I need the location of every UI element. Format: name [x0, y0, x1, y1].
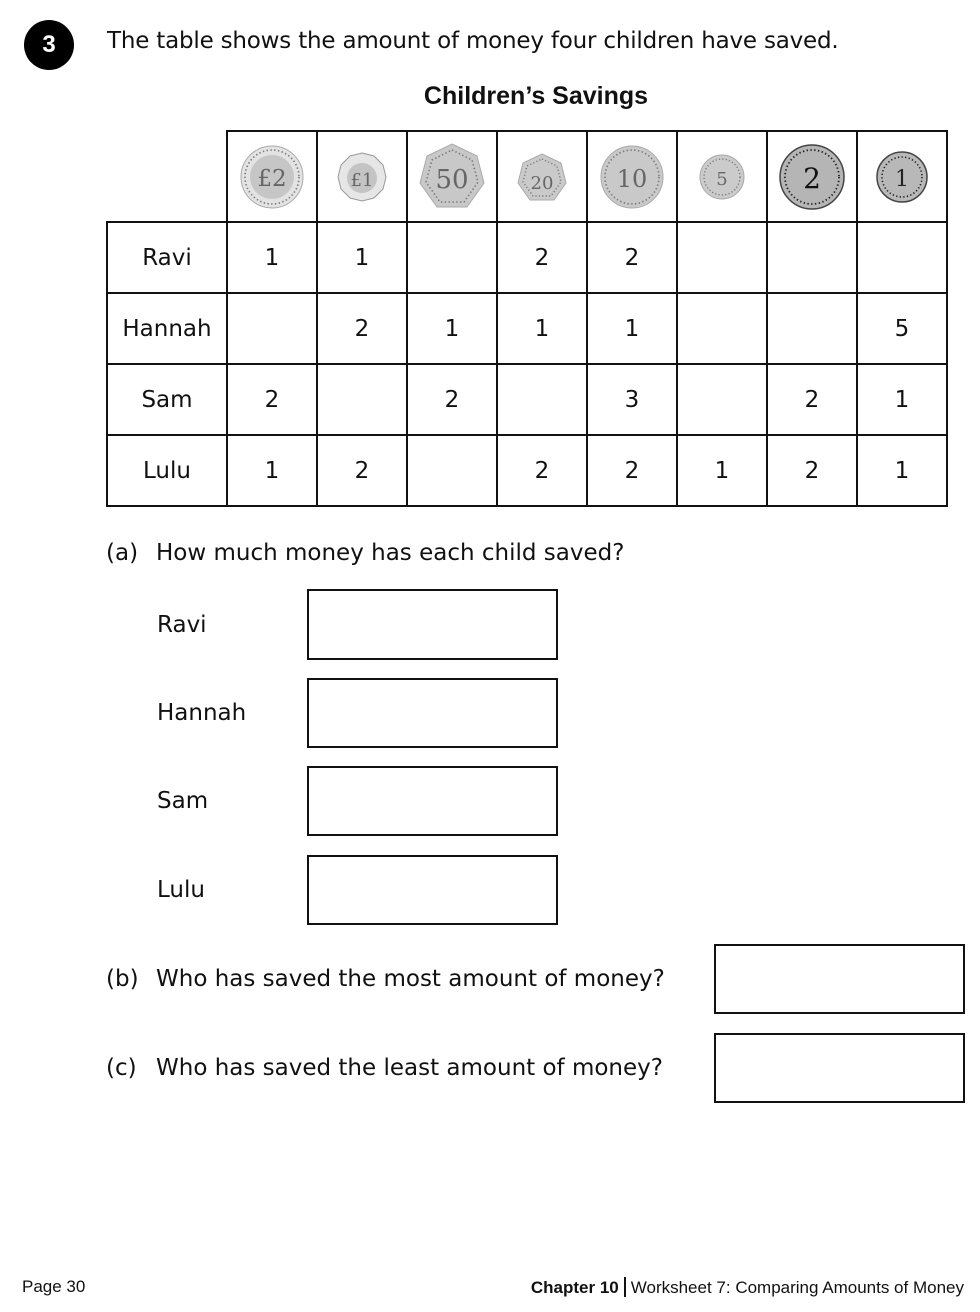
count-cell [857, 222, 947, 293]
coin-face-text: 5 [716, 168, 728, 190]
count-cell: 1 [227, 222, 317, 293]
coin-header-cell [587, 131, 677, 222]
count-cell [677, 364, 767, 435]
count-cell: 2 [407, 364, 497, 435]
coin-header-cell [497, 131, 587, 222]
count-cell: 2 [497, 222, 587, 293]
count-cell: 2 [317, 293, 407, 364]
table-row [107, 222, 947, 293]
fifty-pence-coin-icon [416, 141, 488, 213]
two-pound-coin-icon [239, 144, 305, 210]
question-number-badge: 3 [24, 20, 74, 70]
part-text: Who has saved the most amount of money? [156, 966, 665, 992]
answer-box-hannah[interactable] [307, 678, 558, 748]
count-cell [317, 364, 407, 435]
coin-face-text: £2 [257, 165, 287, 192]
table-row [107, 364, 947, 435]
part-text: Who has saved the least amount of money? [156, 1055, 663, 1081]
coin-face-text: 2 [803, 161, 821, 195]
coin-header-row [107, 131, 947, 222]
count-cell: 2 [317, 435, 407, 506]
answer-label-lulu: Lulu [157, 877, 205, 903]
count-cell [407, 222, 497, 293]
coin-header-cell [677, 131, 767, 222]
child-name-cell: Hannah [107, 293, 227, 364]
part-text: How much money has each child saved? [156, 540, 625, 566]
part-label: (a) [106, 540, 139, 566]
savings-table [106, 130, 948, 507]
count-cell [677, 222, 767, 293]
table-row [107, 293, 947, 364]
coin-face-text: 20 [530, 172, 554, 194]
count-cell: 2 [587, 435, 677, 506]
answer-box-most[interactable] [714, 944, 965, 1014]
footer-title [531, 1277, 964, 1298]
twenty-pence-coin-icon [514, 149, 570, 205]
answer-box-ravi[interactable] [307, 589, 558, 660]
count-cell: 2 [767, 364, 857, 435]
count-cell [677, 293, 767, 364]
table-title: Children’s Savings [423, 82, 649, 110]
coin-face-text: 10 [616, 164, 648, 193]
coin-face-text: £1 [350, 169, 374, 191]
two-pence-coin-icon [778, 143, 846, 211]
count-cell: 1 [587, 293, 677, 364]
part-label: (c) [106, 1055, 137, 1081]
coin-face-text: 1 [895, 166, 909, 192]
one-penny-coin-icon [875, 150, 929, 204]
footer-divider [624, 1277, 626, 1297]
coin-face-text: 50 [435, 164, 469, 195]
one-pound-coin-icon [334, 149, 390, 205]
answer-box-sam[interactable] [307, 766, 558, 836]
count-cell: 1 [407, 293, 497, 364]
coin-header-cell [317, 131, 407, 222]
count-cell: 2 [767, 435, 857, 506]
part-label: (b) [106, 966, 139, 992]
count-cell [227, 293, 317, 364]
worksheet-label: Worksheet 7: Comparing Amounts of Money [630, 1278, 964, 1297]
chapter-label: Chapter 10 [530, 1278, 619, 1297]
coin-header-cell [767, 131, 857, 222]
five-pence-coin-icon [697, 152, 747, 202]
count-cell [767, 293, 857, 364]
count-cell: 1 [227, 435, 317, 506]
count-cell: 3 [587, 364, 677, 435]
count-cell: 2 [497, 435, 587, 506]
ten-pence-coin-icon [599, 144, 665, 210]
count-cell [407, 435, 497, 506]
corner-cell [107, 131, 227, 222]
child-name-cell: Lulu [107, 435, 227, 506]
count-cell: 1 [857, 364, 947, 435]
answer-box-lulu[interactable] [307, 855, 558, 925]
count-cell: 1 [857, 435, 947, 506]
coin-header-cell [227, 131, 317, 222]
count-cell: 1 [317, 222, 407, 293]
count-cell: 2 [227, 364, 317, 435]
part-a-question [106, 540, 624, 566]
child-name-cell: Ravi [107, 222, 227, 293]
coin-header-cell [857, 131, 947, 222]
page-number: Page 30 [22, 1277, 86, 1296]
answer-label-sam: Sam [157, 788, 209, 814]
part-c-question [106, 1055, 663, 1081]
count-cell: 5 [857, 293, 947, 364]
count-cell: 1 [497, 293, 587, 364]
answer-label-ravi: Ravi [157, 612, 207, 638]
question-intro: The table shows the amount of money four children have saved. [107, 28, 839, 54]
answer-label-hannah: Hannah [157, 700, 247, 726]
coin-header-cell [407, 131, 497, 222]
count-cell [767, 222, 857, 293]
part-b-question [106, 966, 665, 992]
count-cell: 2 [587, 222, 677, 293]
answer-box-least[interactable] [714, 1033, 965, 1103]
count-cell: 1 [677, 435, 767, 506]
count-cell [497, 364, 587, 435]
child-name-cell: Sam [107, 364, 227, 435]
table-row [107, 435, 947, 506]
